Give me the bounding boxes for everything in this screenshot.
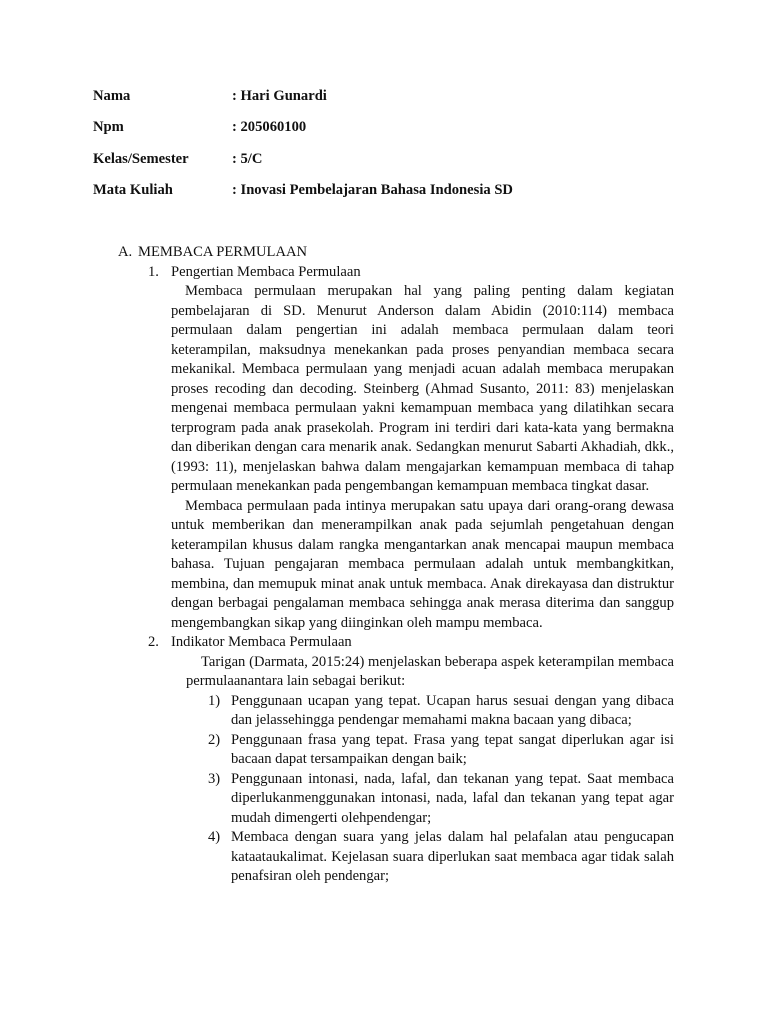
list-item-number: 3)	[208, 770, 221, 787]
intro-paragraph: Tarigan (Darmata, 2015:24) menjelaskan beberapa aspek keterampilan membaca permulaanantara lain sebagai berikut:	[186, 653, 674, 689]
list-item	[208, 828, 674, 887]
info-label: Kelas/Semester	[93, 150, 189, 167]
list-item	[208, 731, 674, 770]
item-title: Indikator Membaca Permulaan	[171, 634, 352, 650]
list-item-number: 4)	[208, 829, 221, 845]
section-title: MEMBACA PERMULAAN	[138, 244, 308, 260]
document-body	[0, 243, 768, 887]
list-item-text: Penggunaan frasa yang tepat. Frasa yang tepat sangat diperlukan agar isi bacaan dapat tersampaikan dengan baik;	[231, 731, 674, 767]
paragraph: Membaca permulaan merupakan hal yang paling penting dalam kegiatan pembelajaran di SD. Menurut Anderson dalam Abidin (2010:114) membaca permulaan dalam pengertian ini adalah membaca permulaan dalam teori keterampilan, maksudnya menekankan pada proses penyandian membaca secara mekanikal. Membaca permulaan yang menjadi acuan adalah membaca merupakan proses recoding dan decoding. Steinberg (Ahmad Susanto, 2011: 83) menjelaskan mengenai membaca permulaan yakni kemampuan membaca yang dilatihkan secara terprogram pada anak prasekolah. Program ini terdiri dari kata-kata yang bermakna dan diberikan dengan cara menarik anak. Sedangkan menurut Sabarti Akhadiah, dkk., (1993: 11), menjelaskan bahwa dalam mengajarkan kemampuan membaca di tahap permulaan menekankan pada pengembangan kemampuan membaca tingkat dasar.	[171, 283, 674, 494]
item-heading-1	[0, 263, 768, 283]
list-item-text: Membaca dengan suara yang jelas dalam hal pelafalan atau pengucapan kataataukalimat. Kejelasan suara diperlukan saat membaca agar tidak salah penafsiran oleh pendengar;	[231, 829, 674, 884]
list-item-text: Penggunaan intonasi, nada, lafal, dan tekanan yang tepat. Saat membaca diperlukanmenggunakan intonasi, nada, lafal dan tekanan yang tepat agar mudah dimengerti olehpendengar;	[231, 770, 674, 826]
info-label: Mata Kuliah	[93, 181, 173, 198]
info-value: : 5/C	[232, 150, 263, 167]
list-item-number: 2)	[208, 731, 221, 748]
info-value: : Hari Gunardi	[232, 88, 327, 104]
info-row-nama	[93, 86, 693, 117]
list-item-number: 1)	[208, 692, 221, 709]
info-label: Npm	[93, 119, 124, 136]
info-row-mata-kuliah	[93, 180, 693, 211]
paragraph: Membaca permulaan pada intinya merupakan satu upaya dari orang-orang dewasa untuk memberikan dan menerampilkan anak pada sejumlah pengetahuan dengan keterampilan khusus dalam rangka mengantarkan anak mencapai maupun membaca bahasa. Tujuan pengajaran membaca permulaan adalah untuk membangkitkan, membina, dan memupuk minat anak untuk membaca. Anak direkayasa dan distruktur dengan berbagai pengalaman membaca sehingga anak merasa diterima dan sanggup mengembangkan sikap yang diinginkan oleh mampu membaca.	[171, 497, 674, 631]
item-title: Pengertian Membaca Permulaan	[171, 263, 361, 280]
info-row-kelas	[93, 149, 693, 180]
student-info	[93, 86, 693, 211]
item-number: 2.	[148, 634, 159, 650]
info-value: : 205060100	[232, 119, 307, 136]
info-row-npm	[93, 117, 693, 148]
section-heading	[0, 243, 768, 263]
item-number: 1.	[148, 263, 159, 280]
info-label: Nama	[93, 88, 131, 104]
info-value: : Inovasi Pembelajaran Bahasa Indonesia SD	[232, 181, 513, 198]
section-letter: A.	[118, 244, 133, 260]
item-heading-2	[0, 633, 768, 653]
list-item-text: Penggunaan ucapan yang tepat. Ucapan harus sesuai dengan yang dibaca dan jelassehingga pendengar memahami makna bacaan yang dibaca;	[231, 692, 674, 728]
list-item	[208, 692, 674, 731]
list-item	[208, 770, 674, 829]
